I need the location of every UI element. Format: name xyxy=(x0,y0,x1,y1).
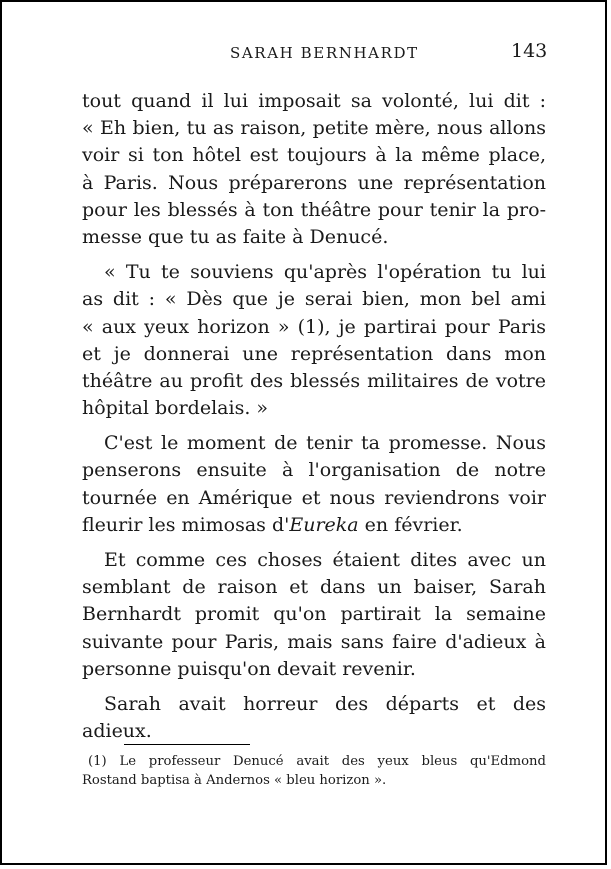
text-line: « aux yeux horizon » (1), je partirai pour Paris xyxy=(82,315,546,338)
footnote-divider xyxy=(124,744,250,745)
footnote-line: (1) Le professeur Denucé avait des yeux bleus qu'Edmond xyxy=(88,754,546,769)
text-line: tout quand il lui imposait sa volonté, lui dit : xyxy=(82,90,546,112)
text-line: Et comme ces choses étaient dites avec un xyxy=(104,549,546,571)
text-line: adieux. xyxy=(82,720,152,743)
text-line: C'est le moment de tenir ta promesse. Nous xyxy=(104,432,546,455)
text-line: semblant de raison et dans un baiser, Sarah xyxy=(82,576,546,599)
text-line: et je donnerai une représentation dans mon xyxy=(82,342,546,365)
text-line: pour les blessés à ton théâtre pour tenir la pro- xyxy=(82,198,546,221)
text-line: messe que tu as faite à Denucé. xyxy=(82,225,389,248)
text-fragment: en février. xyxy=(358,513,463,536)
text-line: à Paris. Nous préparerons une représentation xyxy=(82,171,546,194)
text-line: « Tu te souviens qu'après l'opération tu lui xyxy=(104,261,546,284)
text-line: voir si ton hôtel est toujours à la même place, xyxy=(82,144,546,167)
text-line: théâtre au profit des blessés militaires de votre xyxy=(82,369,546,392)
text-line xyxy=(82,512,546,539)
text-line: penserons ensuite à l'organisation de notre xyxy=(82,459,546,482)
paragraph-4 xyxy=(82,547,546,683)
paragraph-2 xyxy=(82,259,546,422)
text-fragment: fleurir les mimosas d' xyxy=(82,513,290,536)
page-number: 143 xyxy=(511,40,548,62)
paragraph-1 xyxy=(82,88,546,251)
text-line: Bernhardt promit qu'on partirait la semaine xyxy=(82,603,546,626)
footnote-line: Rostand baptisa à Andernos « bleu horizon ». xyxy=(82,773,387,788)
italic-title: Eureka xyxy=(289,513,359,536)
text-line: « Eh bien, tu as raison, petite mère, nous allons xyxy=(82,117,546,140)
footnote xyxy=(82,752,546,790)
text-line: suivante pour Paris, mais sans faire d'adieux à xyxy=(82,630,546,653)
body-text xyxy=(82,88,546,753)
text-line: hôpital bordelais. » xyxy=(82,397,269,420)
text-line: tournée en Amérique et nous reviendrons voir xyxy=(82,486,546,509)
text-line: Sarah avait horreur des départs et des xyxy=(104,692,546,715)
paragraph-5 xyxy=(82,691,546,745)
text-line: as dit : « Dès que je serai bien, mon bel ami xyxy=(82,288,546,311)
text-line: personne puisqu'on devait revenir. xyxy=(82,657,416,680)
paragraph-3 xyxy=(82,430,546,539)
running-head: SARAH BERNHARDT xyxy=(230,44,419,62)
